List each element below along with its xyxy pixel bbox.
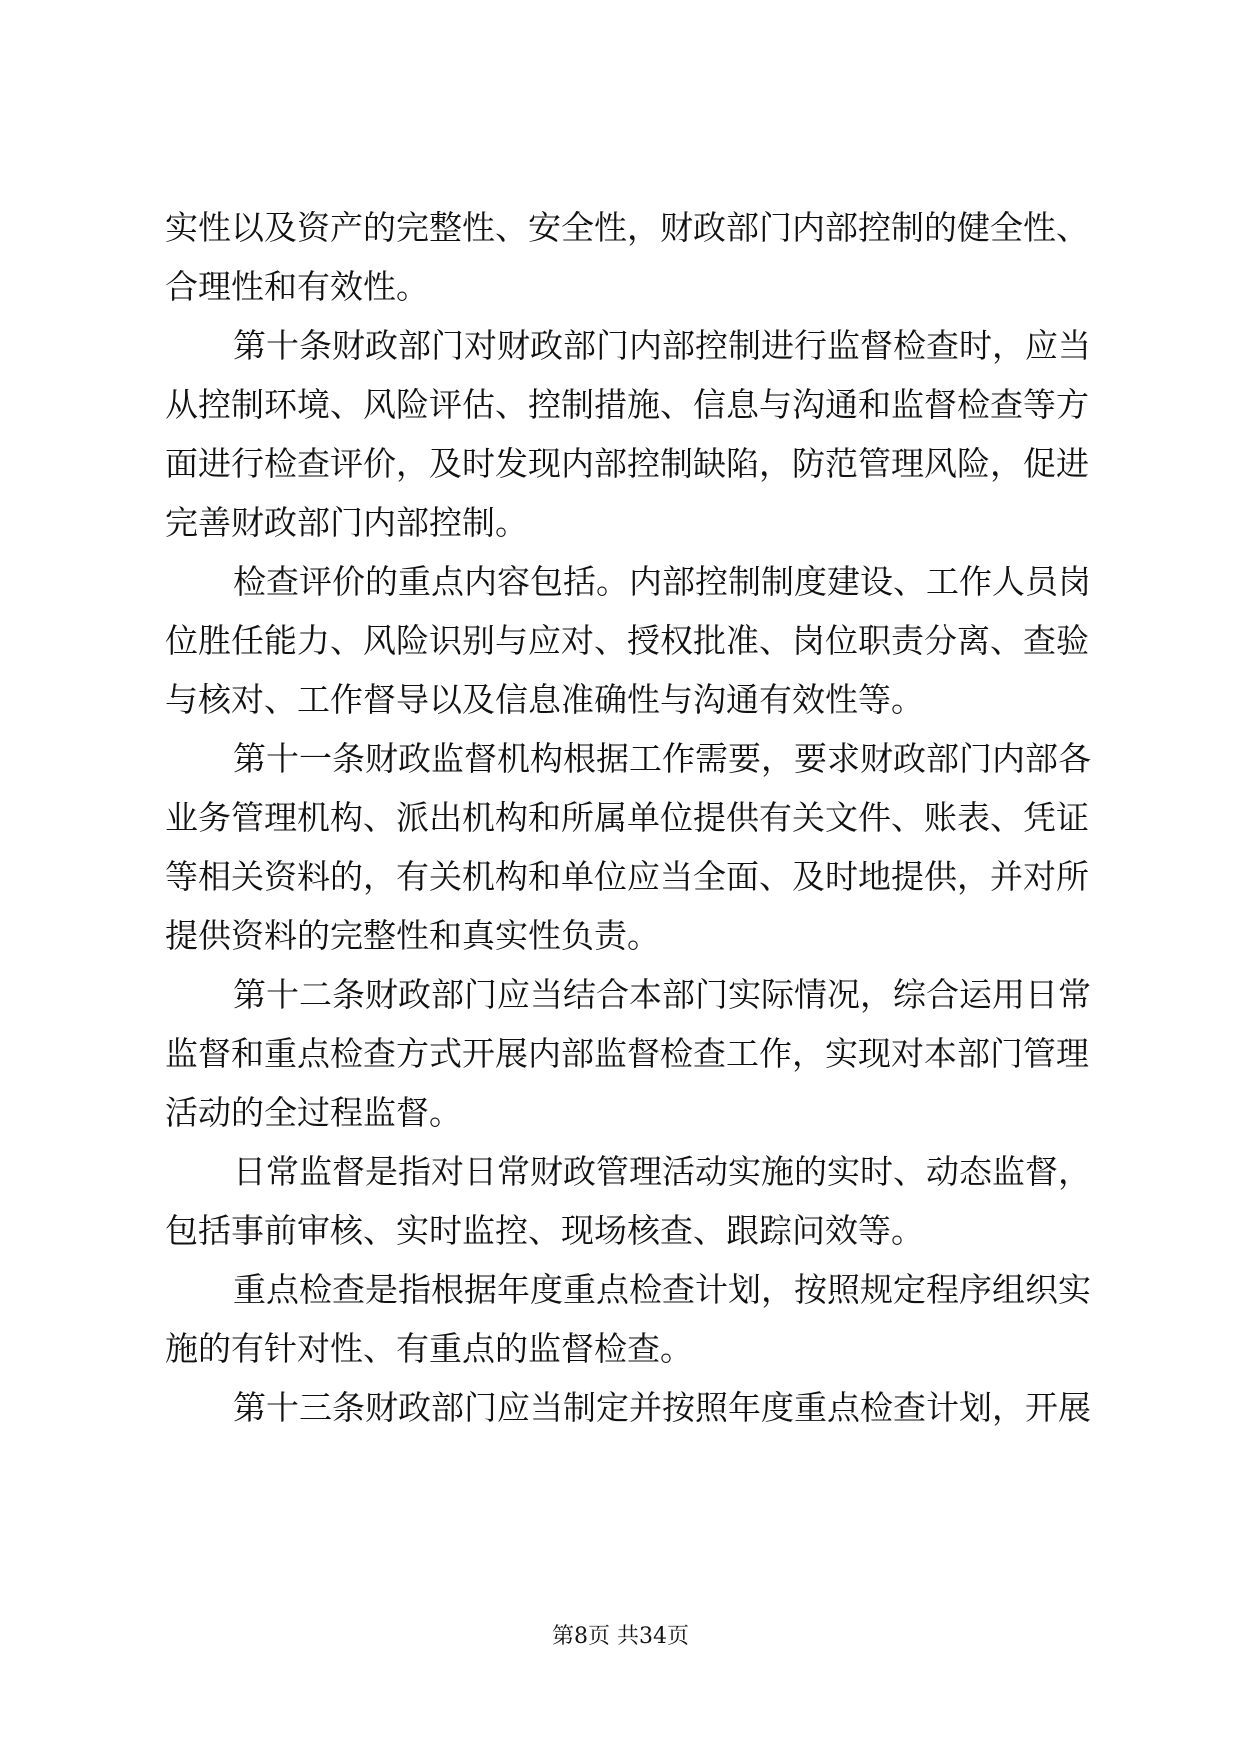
text-line: 第十条财政部门对财政部门内部控制进行监督检查时，应当 xyxy=(233,326,1091,365)
text-line: 第十二条财政部门应当结合本部门实际情况，综合运用日常 xyxy=(233,975,1091,1014)
text-line: 重点检查是指根据年度重点检查计划，按照规定程序组织实 xyxy=(233,1270,1091,1309)
text-line: 完善财政部门内部控制。 xyxy=(165,503,528,542)
text-line: 等相关资料的，有关机构和单位应当全面、及时地提供，并对所 xyxy=(165,857,1089,896)
text-line: 面进行检查评价，及时发现内部控制缺陷，防范管理风险，促进 xyxy=(165,444,1089,483)
text-line: 合理性和有效性。 xyxy=(165,267,429,306)
text-line: 包括事前审核、实时监控、现场核查、跟踪问效等。 xyxy=(165,1211,924,1250)
text-line: 提供资料的完整性和真实性负责。 xyxy=(165,916,660,955)
text-line: 从控制环境、风险评估、控制措施、信息与沟通和监督检查等方 xyxy=(165,385,1089,424)
text-line: 监督和重点检查方式开展内部监督检查工作，实现对本部门管理 xyxy=(165,1034,1089,1073)
text-line: 第十三条财政部门应当制定并按照年度重点检查计划，开展 xyxy=(233,1388,1091,1427)
text-line: 施的有针对性、有重点的监督检查。 xyxy=(165,1329,693,1368)
page-number-footer: 第8页 共34页 xyxy=(552,1624,689,1649)
text-line: 与核对、工作督导以及信息准确性与沟通有效性等。 xyxy=(165,680,924,719)
text-line: 业务管理机构、派出机构和所属单位提供有关文件、账表、凭证 xyxy=(165,798,1089,837)
text-line: 检查评价的重点内容包括。内部控制制度建设、工作人员岗 xyxy=(233,562,1091,601)
text-line: 位胜任能力、风险识别与应对、授权批准、岗位职责分离、查验 xyxy=(165,621,1089,660)
text-line: 日常监督是指对日常财政管理活动实施的实时、动态监督， xyxy=(233,1152,1091,1191)
text-line: 实性以及资产的完整性、安全性，财政部门内部控制的健全性、 xyxy=(165,208,1089,247)
text-line: 第十一条财政监督机构根据工作需要，要求财政部门内部各 xyxy=(233,739,1091,778)
text-line: 活动的全过程监督。 xyxy=(165,1093,462,1132)
